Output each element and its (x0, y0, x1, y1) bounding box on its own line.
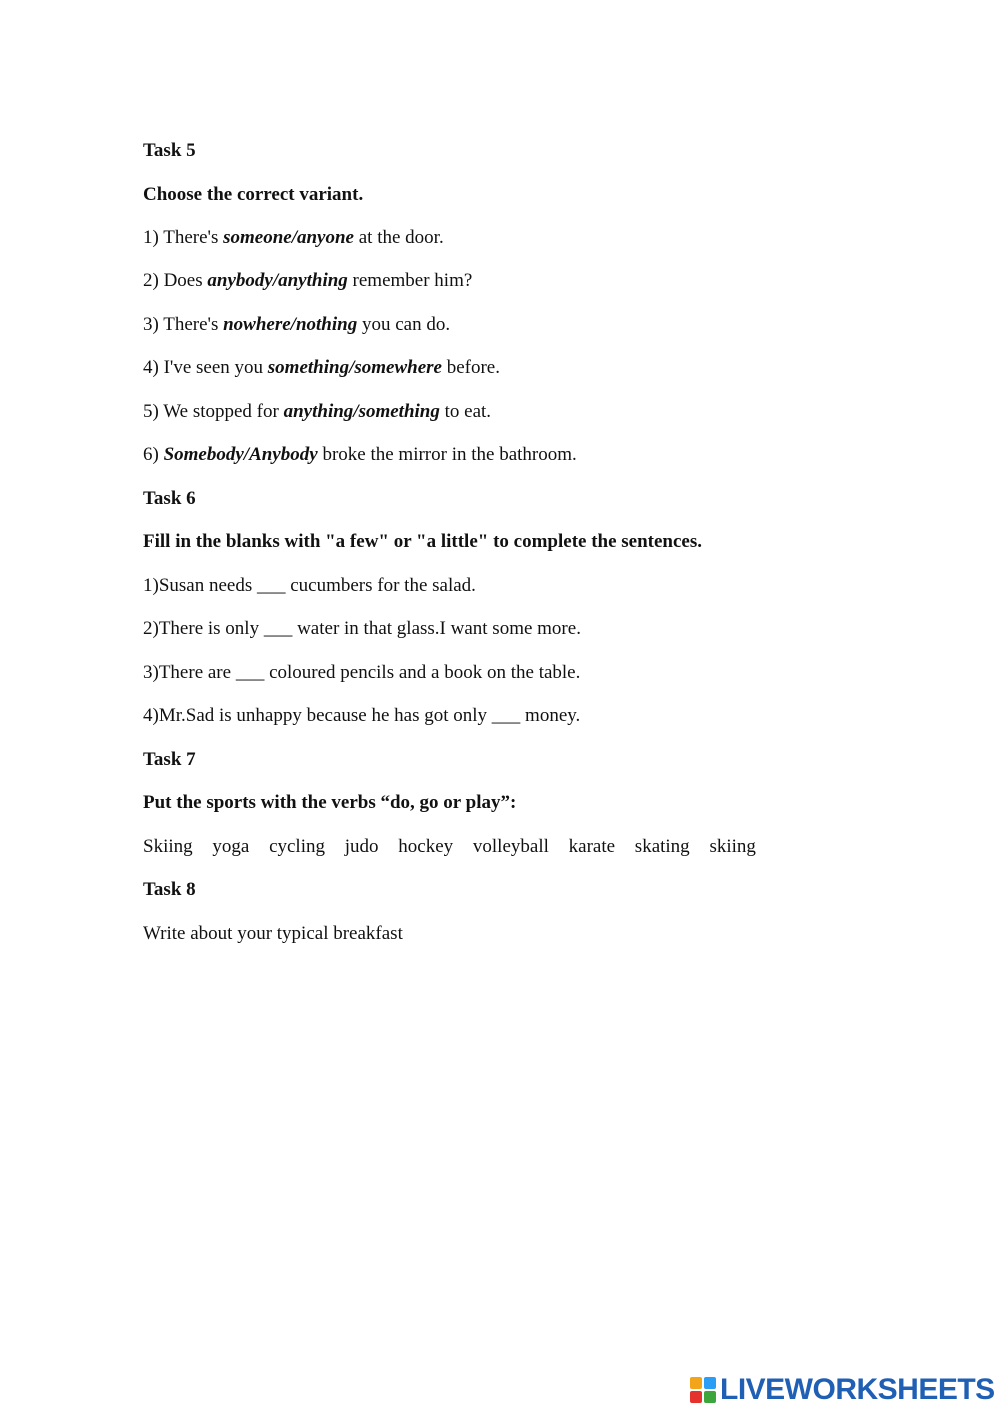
item-text-before: 5) We stopped for (143, 401, 284, 422)
item-text-before: 6) (143, 444, 164, 465)
task6-item-4: 4)Mr.Sad is unhappy because he has got only ___ money. (143, 705, 581, 726)
item-text-before: 2) Does (143, 270, 208, 291)
sports-word: volleyball (472, 836, 549, 857)
task5-item-6 (143, 443, 577, 467)
choice-pair: Somebody/Anybody (163, 444, 318, 465)
item-text-before: 3) There's (143, 314, 224, 335)
sports-word: hockey (398, 836, 454, 857)
choice-pair: anything/something (283, 401, 440, 422)
sports-word: skiing (709, 836, 756, 857)
task5-item-3 (143, 313, 450, 337)
sports-word: skating (634, 836, 690, 857)
sports-word: judo (344, 836, 379, 857)
item-text-after: you can do. (357, 314, 451, 335)
logo-square-l (690, 1377, 702, 1389)
choice-pair: something/somewhere (267, 357, 442, 378)
liveworksheets-brand (690, 1374, 995, 1406)
task5-instruction: Choose the correct variant. (143, 184, 364, 205)
task5-title: Task 5 (143, 140, 196, 161)
sports-word: karate (568, 836, 616, 857)
logo-square-i (704, 1377, 716, 1389)
task5-item-4 (143, 356, 500, 380)
task6-title: Task 6 (143, 488, 196, 509)
item-text-before: 4) I've seen you (143, 357, 268, 378)
task6-item-2: 2)There is only ___ water in that glass.I want some more. (143, 618, 581, 639)
choice-pair: nowhere/nothing (223, 314, 358, 335)
logo-square-v (690, 1391, 702, 1403)
liveworksheets-logo-icon (690, 1377, 716, 1403)
task6-item-1: 1)Susan needs ___ cucumbers for the salad. (143, 575, 476, 596)
sports-word: Skiing (143, 836, 193, 857)
task7-title: Task 7 (143, 749, 196, 770)
logo-square-e (704, 1391, 716, 1403)
task5-item-2 (143, 269, 472, 293)
task5-item-1 (143, 226, 444, 250)
choice-pair: someone/anyone (223, 227, 354, 248)
item-text-after: remember him? (347, 270, 473, 291)
task6-item-3: 3)There are ___ coloured pencils and a book on the table. (143, 662, 581, 683)
task6-instruction: Fill in the blanks with "a few" or "a little" to complete the sentences. (143, 531, 703, 552)
brand-name: LIVEWORKSHEETS (720, 1373, 995, 1406)
sports-word: cycling (269, 836, 325, 857)
task8-instruction: Write about your typical breakfast (143, 923, 403, 944)
item-text-after: broke the mirror in the bathroom. (317, 444, 577, 465)
choice-pair: anybody/anything (207, 270, 348, 291)
task8-title: Task 8 (143, 879, 196, 900)
task5-item-5 (143, 400, 491, 424)
task7-instruction: Put the sports with the verbs “do, go or play”: (143, 792, 517, 813)
sports-word-list (143, 835, 756, 859)
item-text-after: to eat. (439, 401, 492, 422)
sports-word: yoga (212, 836, 250, 857)
item-text-after: before. (441, 357, 500, 378)
item-text-after: at the door. (354, 227, 444, 248)
item-text-before: 1) There's (143, 227, 224, 248)
